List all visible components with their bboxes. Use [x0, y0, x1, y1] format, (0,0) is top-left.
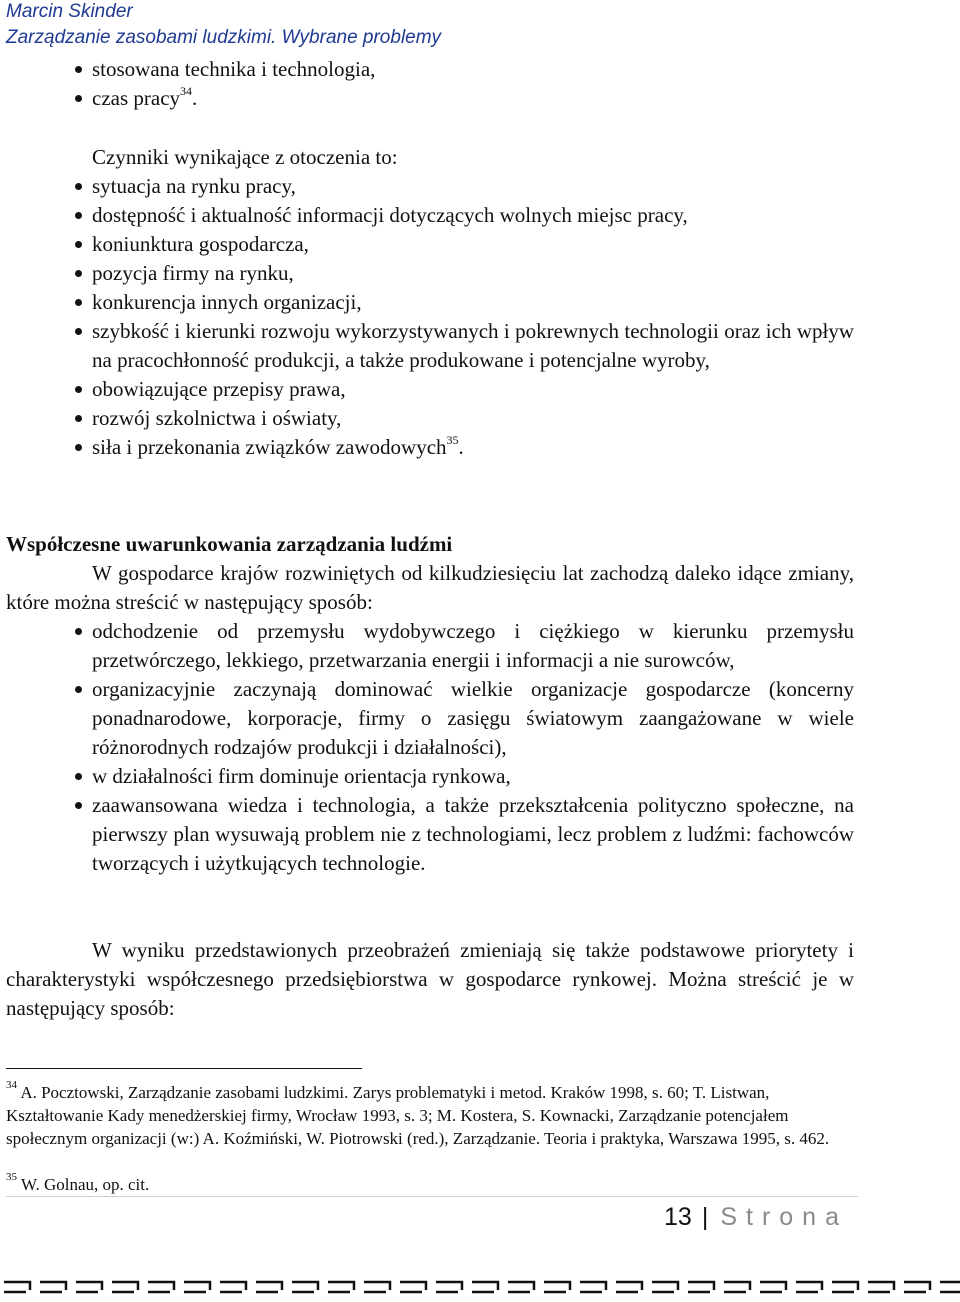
page-number-word: Strona: [720, 1203, 848, 1231]
closing-block: [6, 936, 854, 1023]
footnote-ref: 35: [446, 433, 459, 447]
env-factors-block: [6, 143, 854, 462]
footnote-ref: 34: [180, 84, 193, 98]
list-item: stosowana technika i technologia,: [6, 55, 854, 84]
list-item: obowiązujące przepisy prawa,: [6, 375, 854, 404]
list-item: koniunktura gospodarcza,: [6, 230, 854, 259]
footnote-text: A. Pocztowski, Zarządzanie zasobami ludzkimi. Zarys problematyki i metod. Kraków 1998, s. 60; T. Listwan, Kształtowanie Kady menedżerskiej firmy, Wrocław 1993, s. 3; M. Kostera, S. Kownacki, Zarządzanie potencjałem społecznym organizacji (w:) A. Koźmiński, W. Piotrowski (red.), Zarządzanie. Teoria i praktyka, Warszawa 1995, s. 462.: [6, 1083, 830, 1148]
list-item: siła i przekonania związków zawodowych$^{35}$.: [6, 433, 854, 462]
list-item: organizacyjnie zaczynają dominować wielkie organizacje gospodarcze (koncerny ponadnarodowe, korporacje, firmy o zasięgu światowym zaangażowane w wiele różnorodnych rodzajów produkcji i działalności),: [6, 675, 854, 762]
page-number-separator: |: [701, 1203, 709, 1231]
header-title: Zarządzanie zasobami ludzkimi. Wybrane problemy: [6, 27, 442, 48]
env-intro: Czynniki wynikające z otoczenia to:: [92, 145, 398, 169]
closing-paragraph: W wyniku przedstawionych przeobrażeń zmieniają się także podstawowe priorytety i charakterystyki współczesnego przedsiębiorstwa w gospodarce rynkowej. Można streścić je w następujący sposób:: [6, 938, 854, 1020]
footnote-separator: [6, 1068, 362, 1069]
section-intro: W gospodarce krajów rozwiniętych od kilkudziesięciu lat zachodzą daleko idące zmiany, które można streścić w następujący sposób:: [6, 561, 854, 614]
list-item: rozwój szkolnictwa i oświaty,: [6, 404, 854, 433]
footnote-35: [6, 1173, 846, 1196]
list-item: zaawansowana wiedza i technologia, a także przekształcenia polityczno społeczne, na pierwszy plan wysuwają problem nie z technologiami, lecz problem z ludźmi: fachowców tworzących i użytkujących technologie.: [6, 791, 854, 878]
footnote-number: 35: [6, 1171, 17, 1184]
list-item: konkurencja innych organizacji,: [6, 288, 854, 317]
section-list: [6, 617, 854, 878]
decorative-page-border: [0, 1276, 960, 1298]
page-number: [664, 1200, 848, 1234]
list-item: w działalności firm dominuje orientacja rynkowa,: [6, 762, 854, 791]
list-item: odchodzenie od przemysłu wydobywczego i ciężkiego w kierunku przemysłu przetwórczego, lekkiego, przetwarzania energii i informacji a nie surowców,: [6, 617, 854, 675]
page-number-value: 13: [664, 1203, 692, 1231]
list-item: dostępność i aktualność informacji dotyczących wolnych miejsc pracy,: [6, 201, 854, 230]
header-author: Marcin Skinder: [6, 1, 133, 22]
env-list: [6, 172, 854, 462]
section-block: [6, 530, 854, 878]
footnote-34: [6, 1081, 846, 1150]
footnote-text: W. Golnau, op. cit.: [20, 1175, 150, 1194]
top-list-block: [6, 55, 854, 113]
section-heading: Współczesne uwarunkowania zarządzania ludźmi: [6, 532, 453, 556]
top-list: [6, 55, 854, 113]
list-item: pozycja firmy na rynku,: [6, 259, 854, 288]
page-footer-line: [6, 1196, 858, 1197]
list-item: sytuacja na rynku pracy,: [6, 172, 854, 201]
footnote-number: 34: [6, 1079, 17, 1092]
list-item: szybkość i kierunki rozwoju wykorzystywanych i pokrewnych technologii oraz ich wpływ na pracochłonność produkcji, a także produkowane i potencjalne wyroby,: [6, 317, 854, 375]
list-item: czas pracy$^{34}$.: [6, 84, 854, 113]
